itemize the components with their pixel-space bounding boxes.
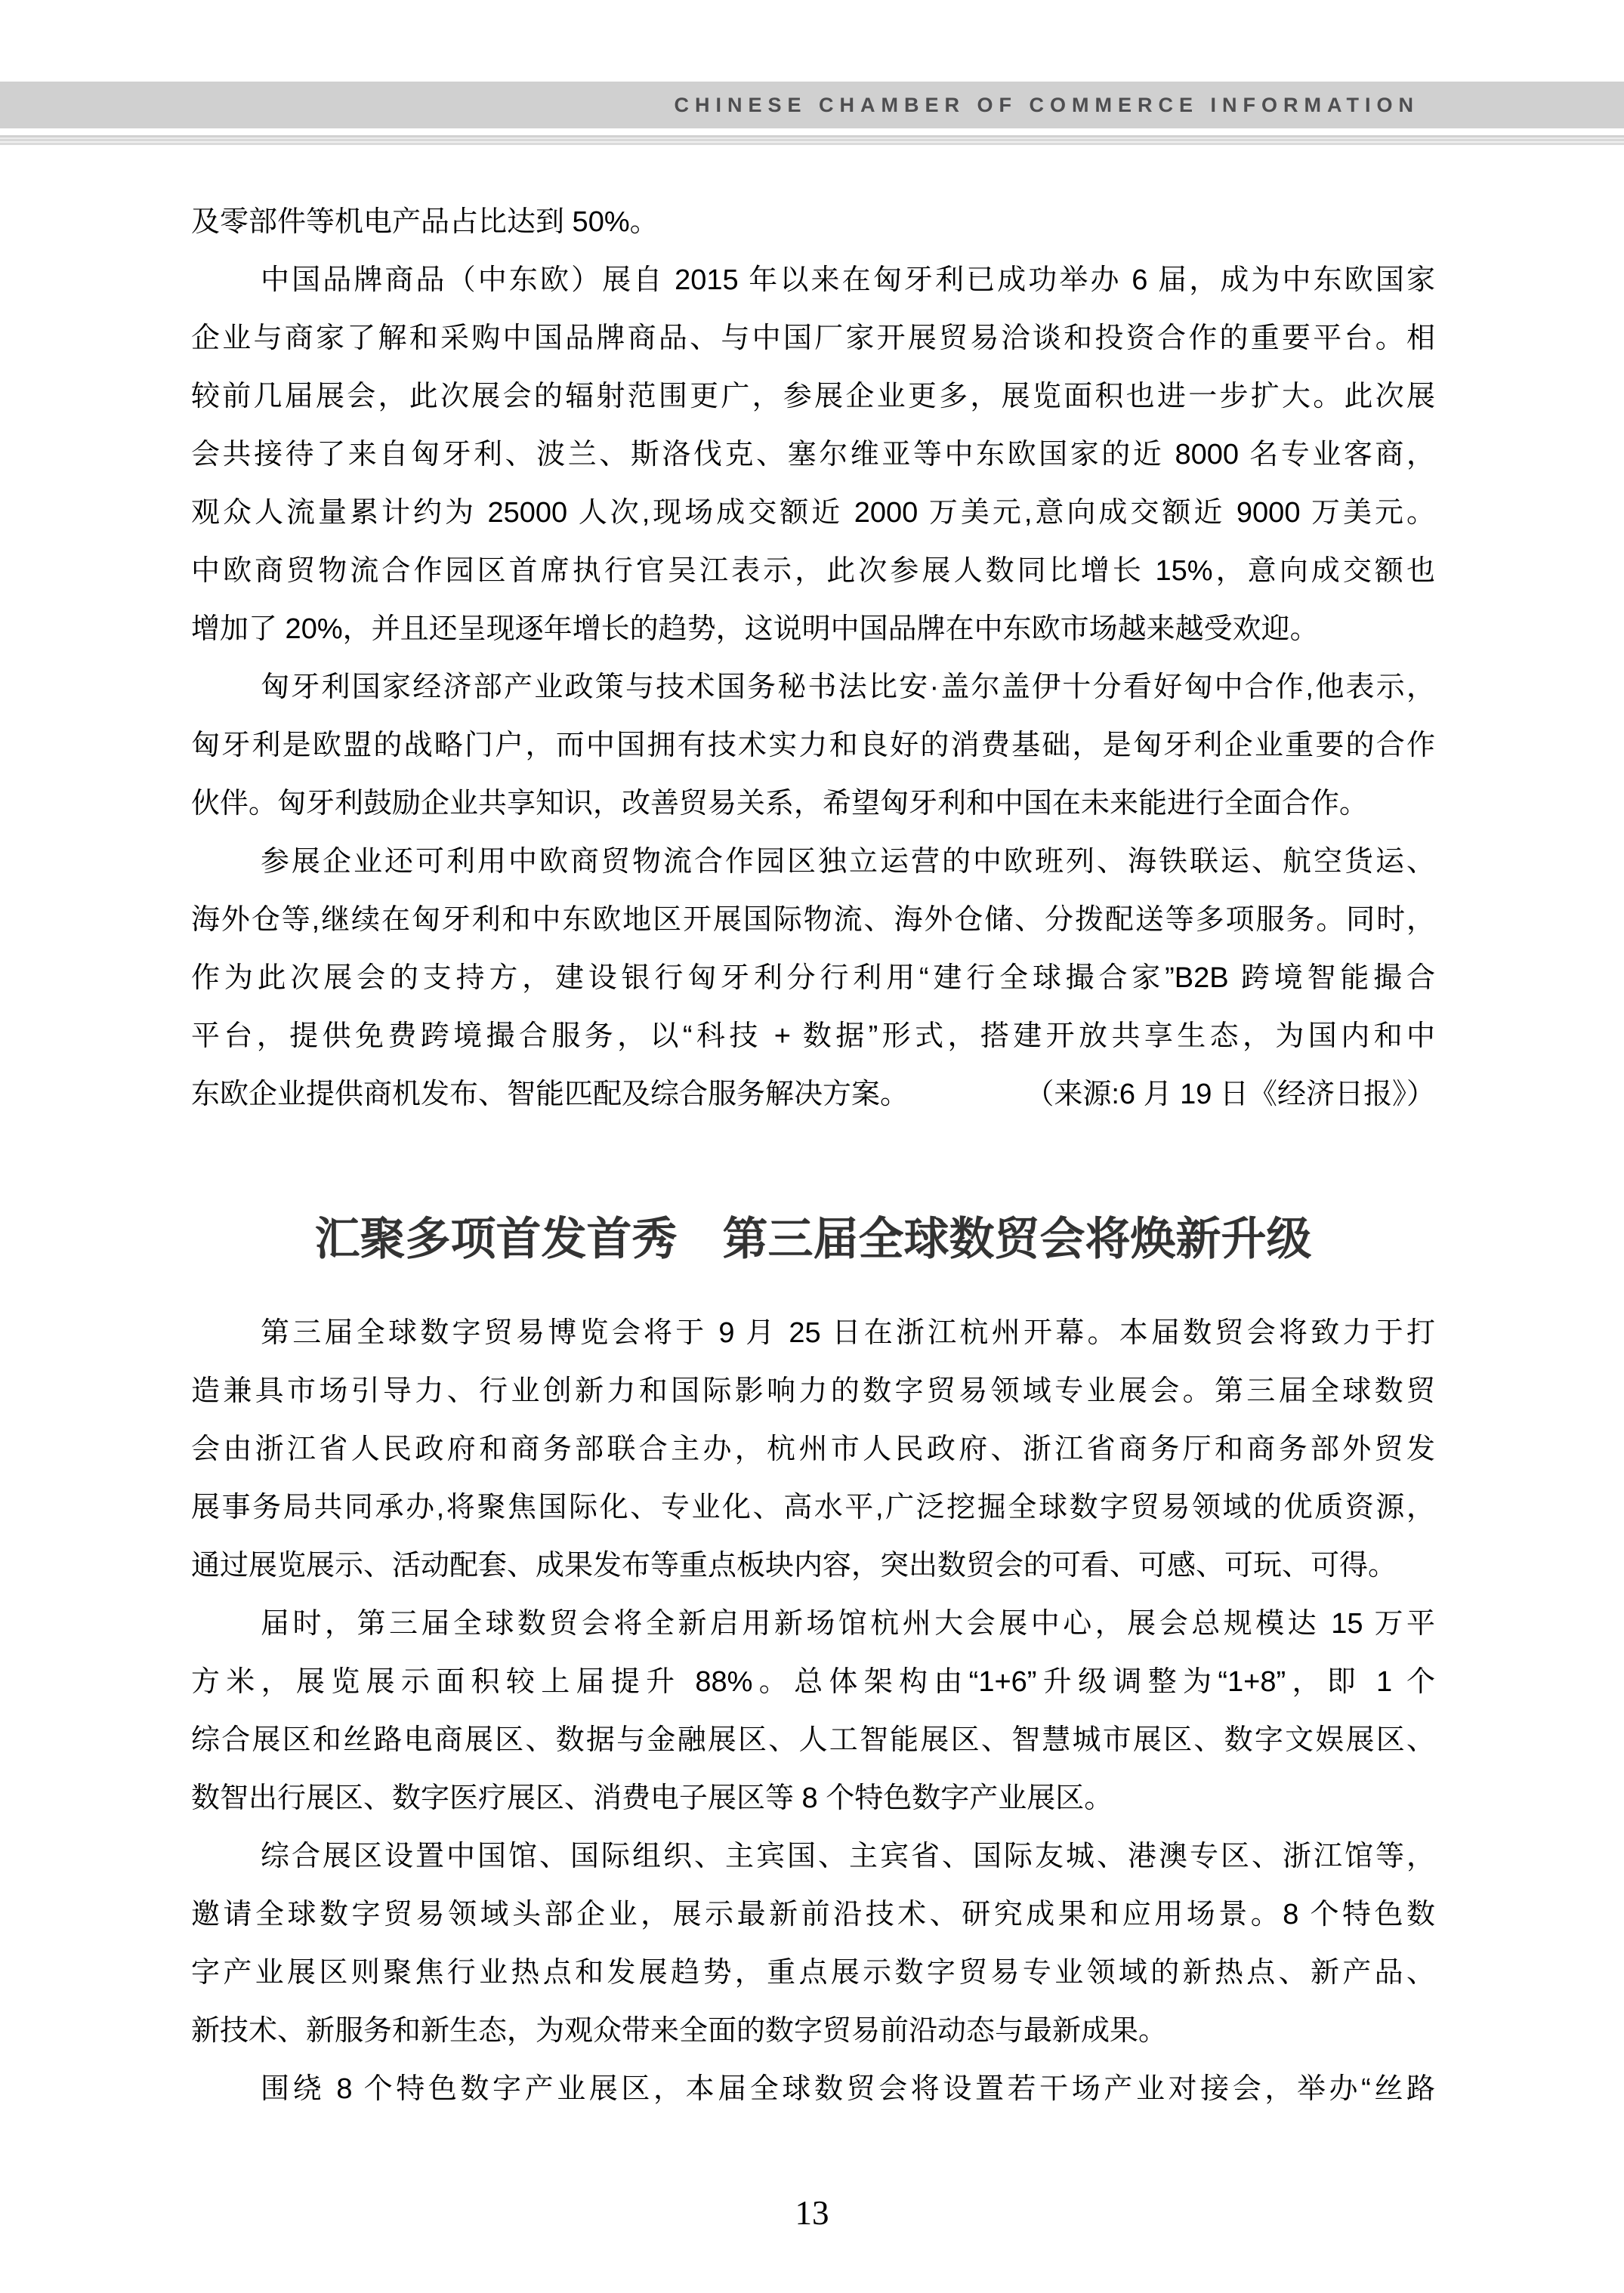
body-line: 新技术、新服务和新生态，为观众带来全面的数字贸易前沿动态与最新成果。: [191, 2015, 1168, 2047]
body-line: 作为此次展会的支持方，建设银行匈牙利分行利用“建行全球撮合家”B2B 跨境智能撮合: [191, 962, 1435, 994]
page-number: 13: [795, 2194, 829, 2232]
body-line: 海外仓等,继续在匈牙利和中东欧地区开展国际物流、海外仓储、分拨配送等多项服务。同时，: [191, 904, 1435, 936]
body-line: 企业与商家了解和采购中国品牌商品、与中国厂家开展贸易洽谈和投资合作的重要平台。相: [191, 323, 1435, 354]
body-line: 及零部件等机电产品占比达到 50%。: [191, 206, 659, 238]
header-banner-text: CHINESE CHAMBER OF COMMERCE INFORMATION: [674, 94, 1419, 116]
body-line: 平台，提供免费跨境撮合服务，以“科技 + 数据”形式，搭建开放共享生态，为国内和中: [191, 1020, 1435, 1052]
body-line: 方米，展览展示面积较上届提升 88%。总体架构由“1+6”升级调整为“1+8”，即 1 个: [191, 1666, 1435, 1698]
body-line: 较前几届展会，此次展会的辐射范围更广，参展企业更多，展览面积也进一步扩大。此次展: [191, 381, 1435, 412]
body-line: 综合展区和丝路电商展区、数据与金融展区、人工智能展区、智慧城市展区、数字文娱展区、: [191, 1724, 1435, 1756]
body-line: 会由浙江省人民政府和商务部联合主办，杭州市人民政府、浙江省商务厅和商务部外贸发: [191, 1434, 1435, 1465]
body-line: [191, 1066, 1435, 1124]
body-line: 中欧商贸物流合作园区首席执行官吴江表示，此次参展人数同比增长 15%，意向成交额也: [191, 555, 1435, 587]
body-line: 匈牙利国家经济部产业政策与技术国务秘书法比安·盖尔盖伊十分看好匈中合作,他表示，: [261, 671, 1435, 703]
header-strip: [0, 135, 1624, 145]
body-line: 增加了 20%，并且还呈现逐年增长的趋势，这说明中国品牌在中东欧市场越来越受欢迎。: [191, 613, 1319, 645]
header-banner: [0, 82, 1624, 128]
body-line: 会共接待了来自匈牙利、波兰、斯洛伐克、塞尔维亚等中东欧国家的近 8000 名专业客商，: [191, 439, 1435, 471]
body-line: 第三届全球数字贸易博览会将于 9 月 25 日在浙江杭州开幕。本届数贸会将致力于打: [261, 1317, 1435, 1349]
body-line: 邀请全球数字贸易领域头部企业，展示最新前沿技术、研究成果和应用场景。8 个特色数: [191, 1899, 1435, 1930]
body-line: 综合展区设置中国馆、国际组织、主宾国、主宾省、国际友城、港澳专区、浙江馆等，: [261, 1841, 1435, 1872]
source-note: （来源:6 月 19 日《经济日报》）: [1025, 1079, 1435, 1110]
body-line-text: 东欧企业提供商机发布、智能匹配及综合服务解决方案。: [191, 1079, 909, 1110]
body-line: 届时，第三届全球数贸会将全新启用新场馆杭州大会展中心，展会总规模达 15 万平: [261, 1608, 1435, 1640]
body-line: 数智出行展区、数字医疗展区、消费电子展区等 8 个特色数字产业展区。: [191, 1782, 1113, 1814]
body-line: 中国品牌商品（中东欧）展自 2015 年以来在匈牙利已成功举办 6 届，成为中东欧国家: [261, 264, 1435, 296]
body-line: 匈牙利是欧盟的战略门户，而中国拥有技术实力和良好的消费基础，是匈牙利企业重要的合作: [191, 730, 1435, 761]
body-line: 观众人流量累计约为 25000 人次,现场成交额近 2000 万美元,意向成交额近 9000 万美元。: [191, 497, 1435, 529]
body-line: 伙伴。匈牙利鼓励企业共享知识，改善贸易关系，希望匈牙利和中国在未来能进行全面合作。: [191, 788, 1369, 819]
body-line: 通过展览展示、活动配套、成果发布等重点板块内容，突出数贸会的可看、可感、可玩、可得。: [191, 1550, 1397, 1582]
section-heading: 汇聚多项首发首秀 第三届全球数贸会将焕新升级: [314, 1214, 1312, 1264]
body-line: 展事务局共同承办,将聚焦国际化、专业化、高水平,广泛挖掘全球数字贸易领域的优质资源，: [191, 1492, 1435, 1523]
body-line: 参展企业还可利用中欧商贸物流合作园区独立运营的中欧班列、海铁联运、航空货运、: [261, 846, 1435, 878]
article-body: [191, 193, 1435, 2119]
body-line: 围绕 8 个特色数字产业展区，本届全球数贸会将设置若干场产业对接会，举办“丝路: [261, 2073, 1435, 2105]
body-line: 字产业展区则聚焦行业热点和发展趋势，重点展示数字贸易专业领域的新热点、新产品、: [191, 1957, 1435, 1989]
body-line: 造兼具市场引导力、行业创新力和国际影响力的数字贸易领域专业展会。第三届全球数贸: [191, 1375, 1435, 1407]
